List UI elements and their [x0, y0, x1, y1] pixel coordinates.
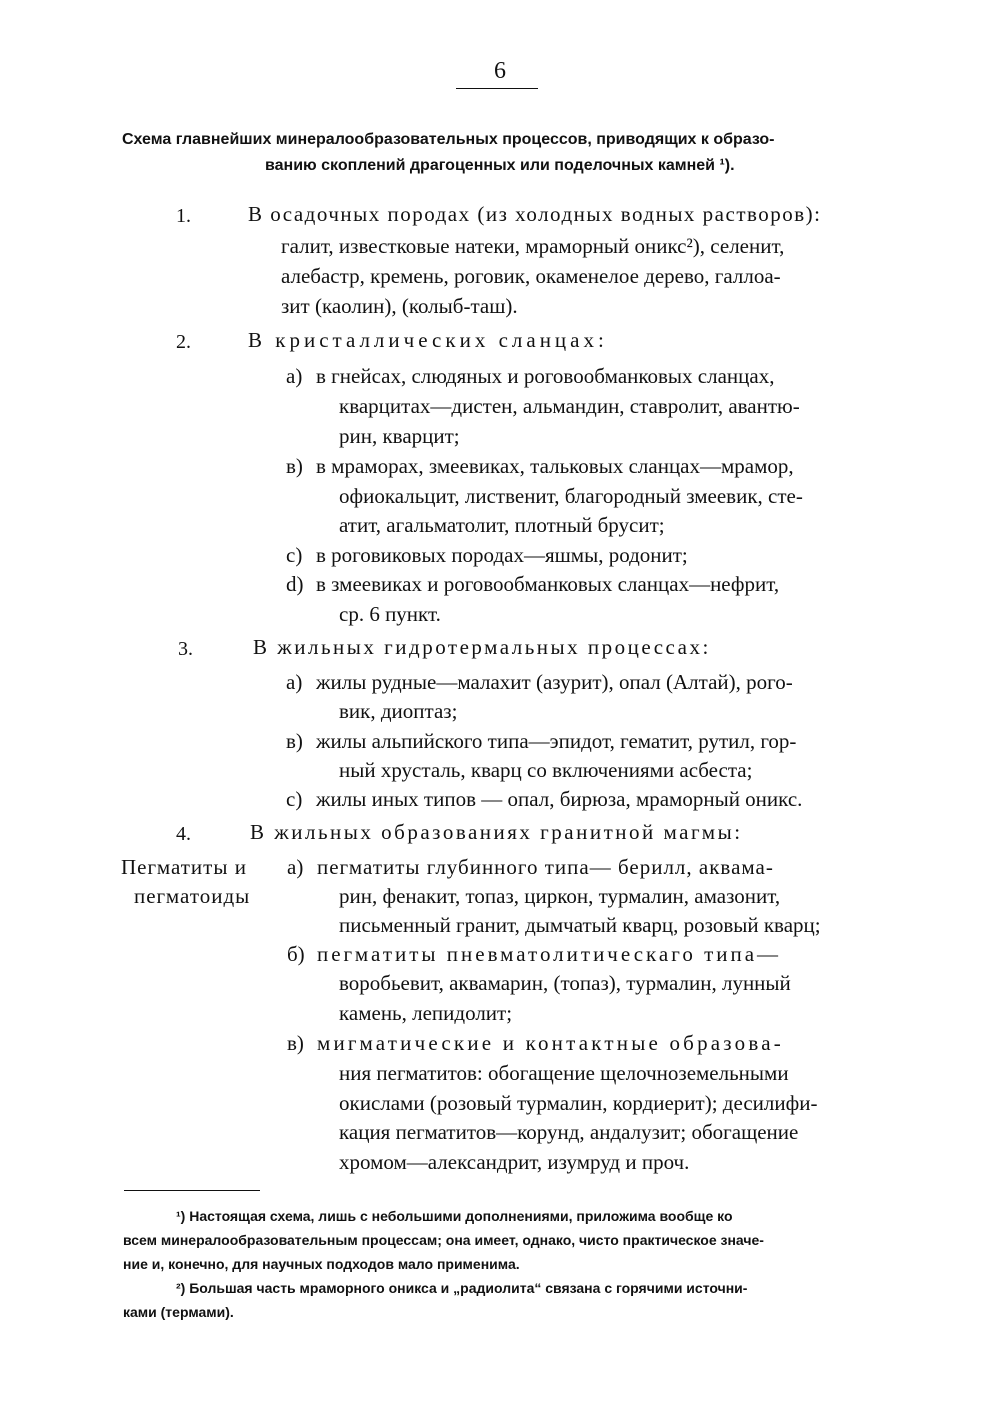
footnote-line: ние и, конечно, для научных подходов мало применима. — [123, 1256, 520, 1272]
item-line: в гнейсах, слюдяных и роговообманковых сланцах, — [316, 364, 775, 388]
item-line: жилы иных типов — опал, бирюза, мраморный оникс. — [316, 787, 803, 811]
section-4-heading: В жильных образованиях гранитной магмы: — [250, 820, 743, 844]
page-number-rule — [456, 88, 538, 89]
item-marker: в) — [286, 454, 303, 478]
item-line: хромом—александрит, изумруд и проч. — [339, 1150, 690, 1174]
footnote-separator — [124, 1190, 260, 1191]
item-line: мигматические и контактные образова- — [317, 1031, 784, 1055]
section-1-line: зит (каолин), (колыб-таш). — [281, 294, 518, 318]
footnote-line: всем минералообразовательным процессам; она имеет, однако, чисто практическое значе- — [123, 1232, 764, 1248]
item-line: рин, фенакит, топаз, циркон, турмалин, амазонит, — [339, 884, 781, 908]
page-number: 6 — [494, 58, 506, 84]
item-marker: а) — [286, 670, 303, 694]
item-line: ный хрусталь, кварц со включениями асбеста; — [339, 758, 753, 782]
item-marker: d) — [286, 572, 304, 596]
item-line: кация пегматитов—корунд, андалузит; обогащение — [339, 1120, 799, 1144]
section-1-number: 1. — [176, 205, 191, 227]
item-marker: в) — [287, 1031, 304, 1055]
item-line: камень, лепидолит; — [339, 1001, 513, 1025]
footnote-line: ками (термами). — [123, 1304, 234, 1320]
item-line: рин, кварцит; — [339, 424, 460, 448]
item-line: воробьевит, аквамарин, (топаз), турмалин, лунный — [339, 971, 791, 995]
item-marker: в) — [286, 729, 303, 753]
item-line: в роговиковых породах—яшмы, родонит; — [316, 543, 688, 567]
side-label-line: пегматоиды — [134, 884, 251, 908]
item-line: ния пегматитов: обогащение щелочноземельными — [339, 1061, 789, 1085]
item-line: в змеевиках и роговообманковых сланцах—нефрит, — [316, 572, 780, 596]
section-3-number: 3. — [178, 638, 193, 660]
section-3-heading: В жильных гидротермальных процессах: — [253, 635, 711, 659]
item-line: кварцитах—дистен, альмандин, ставролит, авантю- — [339, 394, 800, 418]
section-1-line: алебастр, кремень, роговик, окаменелое дерево, галлоа- — [281, 264, 781, 288]
item-line: в мраморах, змеевиках, тальковых сланцах—мрамор, — [316, 454, 794, 478]
item-line: жилы рудные—малахит (азурит), опал (Алтай), рого- — [316, 670, 793, 694]
item-line: ср. 6 пункт. — [339, 602, 441, 626]
item-marker: с) — [286, 787, 303, 811]
item-line: офиокальцит, лиственит, благородный змеевик, сте- — [339, 484, 803, 508]
title-line-1: Схема главнейших минералообразовательных процессов, приводящих к образо- — [122, 131, 775, 148]
section-1-line: галит, известковые натеки, мраморный оникс²), селенит, — [281, 234, 785, 258]
item-line: окислами (розовый турмалин, кордиерит); десилифи- — [339, 1091, 818, 1115]
footnote-line: ¹) Настоящая схема, лишь с небольшими дополнениями, приложима вообще ко — [176, 1208, 733, 1224]
item-marker: а) — [286, 364, 303, 388]
section-4-number: 4. — [176, 823, 191, 845]
side-label-line: Пегматиты и — [121, 855, 247, 879]
footnote-line: ²) Большая часть мраморного оникса и „радиолита“ связана с горячими источни- — [176, 1280, 748, 1296]
item-line: пегматиты пневматолитическаго типа— — [317, 942, 782, 966]
item-marker: б) — [287, 942, 305, 966]
item-line: атит, агальматолит, плотный брусит; — [339, 513, 665, 537]
title-line-2: ванию скоплений драгоценных или поделочных камней ¹). — [265, 157, 735, 174]
item-line: письменный гранит, дымчатый кварц, розовый кварц; — [339, 913, 821, 937]
section-1-heading: В осадочных породах (из холодных водных растворов): — [248, 202, 822, 226]
item-line: пегматиты глубинного типа— берилл, аквама- — [317, 855, 774, 879]
item-marker: с) — [286, 543, 303, 567]
item-line: жилы альпийского типа—эпидот, гематит, рутил, гор- — [316, 729, 797, 753]
item-marker: а) — [287, 855, 304, 879]
item-line: вик, диоптаз; — [339, 699, 458, 723]
section-2-heading: В кристаллических сланцах: — [248, 328, 608, 352]
section-2-number: 2. — [176, 331, 191, 353]
